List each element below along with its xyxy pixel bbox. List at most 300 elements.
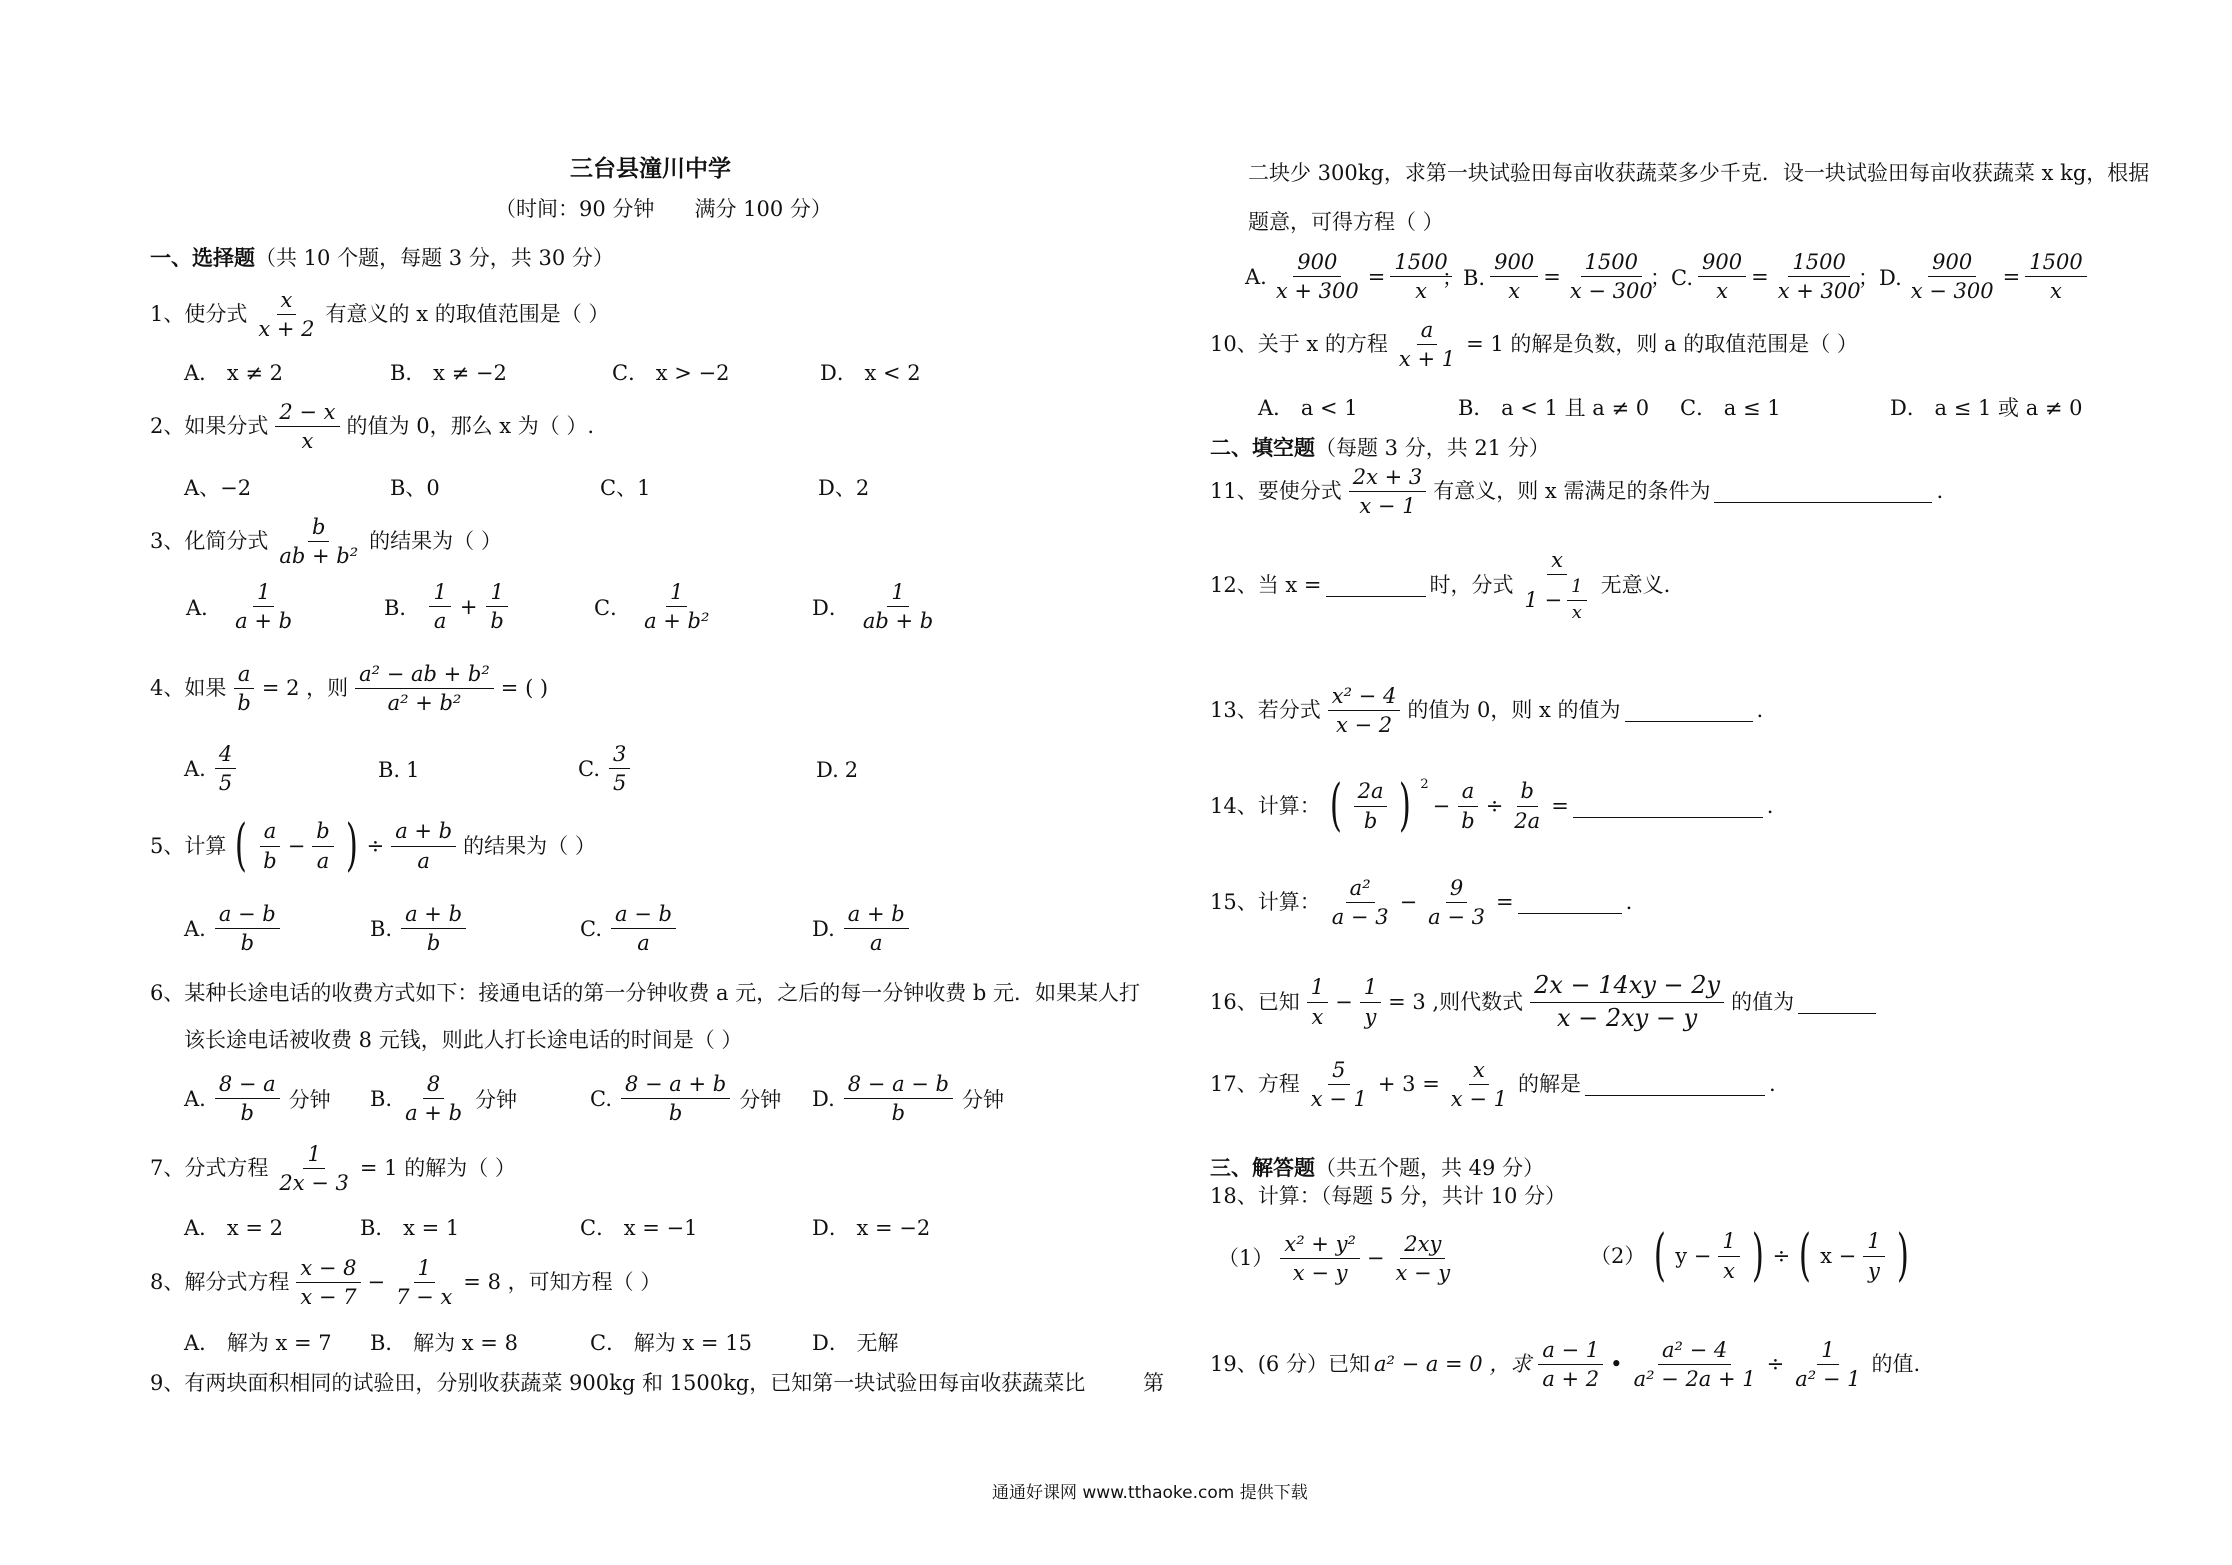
question-9-line-2: 二块少 300kg，求第一块试验田每亩收获蔬菜多少千克．设一块试验田每亩收获蔬菜 x kg，根据 [1248,161,2150,185]
fraction [621,1072,730,1125]
question-1 [150,288,609,341]
unit-label: 分钟 [739,1087,782,1112]
question-text: 的结果为（ ） [463,833,596,858]
numerator: 900 [1928,250,1976,277]
option-c[interactable]: C、1 [600,476,651,500]
fraction [401,902,466,955]
right-paren: ) [1399,773,1412,838]
numerator: 9 [1446,876,1467,903]
option-label: C. [578,756,600,781]
option-b[interactable] [378,758,419,782]
option-d[interactable]: D． x = −2 [812,1216,931,1240]
option-label: A. [184,1086,206,1111]
denominator: a [869,931,883,956]
operator: = [1496,890,1514,915]
question-16 [1210,972,1876,1032]
question-text: 5、计算 [150,833,227,858]
fraction [1328,876,1393,929]
fraction [391,819,456,872]
fraction [215,742,236,795]
question-text: 2、如果分式 [150,414,269,439]
fraction [486,580,507,633]
expr-text: x − [1820,1243,1857,1268]
option-label: B. [378,758,401,782]
option-label: B. [370,1086,393,1111]
fraction [312,819,333,872]
fraction [275,400,339,453]
fraction [1395,318,1459,371]
denominator: a² + b² [387,691,462,716]
numerator: 2x + 3 [1349,465,1427,492]
option-b[interactable]: B． x ≠ −2 [390,361,507,385]
denominator: a − 3 [1428,905,1485,930]
option-c[interactable] [594,580,716,633]
denominator: a [417,848,430,873]
condition: a² − a = 0 ，求 [1373,1352,1532,1377]
question-4 [150,662,548,715]
fraction [1391,1232,1454,1285]
question-text: 12、当 x = [1210,573,1322,598]
denominator: b [1461,808,1475,833]
option-c[interactable] [578,742,633,795]
question-8 [150,1256,661,1309]
footer-source: 通通好课网 www.tthaoke.com 提供下载 [992,1483,1308,1503]
option-label: ；B. [1442,265,1486,290]
question-6-line-1: 6、某种长途电话的收费方式如下：接通电话的第一分钟收费 a 元，之后的每一分钟收费 b 元．如果某人打 [150,981,1141,1005]
fraction [1349,465,1427,518]
operator: = [1551,793,1569,818]
denominator: x + 300 [1275,279,1359,304]
fraction [844,902,909,955]
denominator: x − 1 [1310,1087,1367,1112]
denominator [1521,575,1594,623]
question-2 [150,400,594,453]
option-c[interactable]: C． a ≤ 1 [1680,396,1781,420]
option-d[interactable] [812,1072,1004,1125]
option-c[interactable] [580,902,679,955]
question-text: 时，分式 [1429,573,1514,598]
option-value: 2 [844,758,859,782]
option-label: D. [812,916,835,941]
operator: = [1751,264,1769,289]
numerator: 1500 [1788,250,1849,277]
denominator: 2x − 3 [279,1171,349,1196]
numerator: a − 1 [1538,1338,1603,1365]
numerator: 1 [1307,975,1328,1002]
numerator: a + b [401,902,466,929]
option-d[interactable]: D． a ≤ 1 或 a ≠ 0 [1890,396,2083,420]
numerator: 900 [1490,250,1538,277]
fraction [233,662,254,715]
option-value: 1 [406,758,420,782]
left-paren: ( [1654,1223,1667,1288]
option-d[interactable] [812,902,912,955]
numerator: a [260,819,281,846]
option-label: A. [1245,264,1267,289]
denominator: x + 300 [1777,279,1861,304]
option-d[interactable] [1858,250,2090,303]
option-label: ；C. [1650,265,1693,290]
fraction [275,515,362,568]
numerator: b [312,819,333,846]
denominator: x [1415,279,1427,304]
denominator: a − 3 [1331,905,1389,930]
section-note: （共 10 个题，每题 3 分，共 30 分） [255,246,614,270]
question-17 [1210,1058,1776,1111]
numerator: a − b [215,902,280,929]
answer-blank[interactable] [1625,699,1753,722]
question-text: = 1 的解是负数，则 a 的取值范围是（ ） [1466,332,1858,357]
section-title: 三、解答题 [1210,1155,1315,1180]
denominator: b [237,691,251,716]
answer-blank[interactable] [1518,891,1622,914]
option-b[interactable] [370,902,469,955]
numerator: 1 [429,580,450,607]
option-a[interactable]: A． a < 1 [1258,396,1358,420]
answer-blank[interactable] [1585,1073,1765,1096]
right-paren: ) [1751,1223,1764,1288]
numerator: 1500 [2025,250,2086,277]
option-label: D. [812,1086,835,1111]
denominator: y [1364,1004,1377,1029]
numerator: x [1469,1058,1489,1085]
fraction [215,902,280,955]
option-d[interactable]: D． x < 2 [820,361,921,385]
option-label: ；D. [1858,265,1902,290]
option-a[interactable] [184,1072,331,1125]
answer-blank[interactable] [1573,795,1763,818]
question-text: . [1625,890,1633,915]
question-text: 3、化简分式 [150,529,269,554]
unit-label: 分钟 [288,1087,331,1112]
denominator: ab + b² [279,544,359,569]
numerator: 8 − a − b [844,1072,953,1099]
fraction [231,580,296,633]
denominator: x [1716,279,1728,304]
question-9-line-1-end: 第 [1143,1371,1164,1395]
question-14 [1210,773,1774,838]
operator: − [367,1270,386,1295]
operator: ÷ [1772,1243,1791,1268]
numerator: 1 [1360,975,1381,1002]
right-paren: ) [345,813,358,878]
section-fill-heading [1210,432,1550,462]
option-b[interactable]: B、0 [390,476,440,500]
denominator: b [240,931,255,956]
numerator: a² − 4 [1658,1338,1731,1365]
fraction [844,1072,953,1125]
denominator: 5 [613,771,627,796]
fraction [1457,779,1478,832]
denominator: x [301,429,314,454]
denominator: x − 300 [1910,279,1994,304]
denominator: x + 1 [1398,347,1456,372]
option-d[interactable]: D、2 [818,476,870,500]
denominator: y [1867,1258,1880,1283]
question-text: 17、方程 [1210,1072,1300,1097]
fraction [1907,250,1998,303]
option-d[interactable] [816,758,858,782]
denominator: x [1723,1258,1735,1283]
denominator: b [426,931,441,956]
denominator: x [2050,279,2062,304]
fraction [611,902,676,955]
question-text: 4、如果 [150,676,227,701]
part-label: （1） [1218,1246,1274,1271]
fraction [1354,779,1388,832]
numerator: 2xy [1400,1232,1445,1259]
fraction [1328,684,1401,737]
option-label: C. [580,916,602,941]
numerator: 1 [303,1142,324,1169]
denominator: b [1363,808,1378,833]
fraction [1307,1058,1371,1111]
denominator: a + b [235,609,293,634]
option-b[interactable]: B． a < 1 且 a ≠ 0 [1458,396,1650,420]
unit-label: 分钟 [961,1087,1004,1112]
numerator: b [1517,779,1538,806]
fraction [1774,250,1865,303]
fraction [254,288,318,341]
numerator: 900 [1293,250,1341,277]
fraction [640,580,713,633]
fraction [2025,250,2086,303]
question-text: = 2 ，则 [261,676,349,701]
fraction [1538,1338,1603,1391]
denominator: x + 2 [258,317,315,342]
fraction [429,580,450,633]
fraction [401,1072,466,1125]
section-title: 二、填空题 [1210,435,1315,460]
denominator: a + b [405,1101,463,1126]
fraction [1510,779,1544,832]
question-text: 的值为 0，则 x 的值为 [1407,698,1621,723]
fraction [1424,876,1489,929]
numerator: a + b [391,819,456,846]
numerator: 2a [1354,779,1388,806]
question-text: 有意义，则 x 需满足的条件为 [1433,479,1711,504]
question-13 [1210,684,1763,737]
numerator: a² − ab + b² [355,662,494,689]
operator: ÷ [1485,793,1504,818]
numerator: 2 − x [275,400,339,427]
numerator: a − b [611,902,676,929]
option-label: A. [184,916,206,941]
option-label: A. [184,756,206,781]
question-text: . [1768,1072,1776,1097]
denominator: x − 1 [1450,1087,1507,1112]
fraction [1567,577,1586,623]
fraction [1566,250,1657,303]
denominator: b [490,609,504,634]
option-label: D． [812,595,850,620]
question-text: = 3 ,则代数式 [1388,989,1524,1014]
option-b[interactable] [384,580,511,633]
answer-blank[interactable] [1326,574,1426,597]
denominator: a² − 1 [1795,1367,1861,1392]
question-text: 15、计算： [1210,890,1321,915]
denominator: x [1571,601,1582,623]
option-c[interactable]: C． 解为 x = 15 [590,1331,752,1355]
numerator: 1 [1567,577,1586,601]
option-c[interactable] [1650,250,1868,303]
denominator: b [240,1101,254,1126]
option-label: A． [186,595,223,620]
question-text: . [1936,479,1944,504]
fraction [1698,250,1746,303]
fraction [215,1072,280,1125]
fraction [1272,250,1363,303]
option-label: D. [816,758,839,782]
denominator: b [668,1101,683,1126]
denominator: 5 [218,771,233,796]
numerator: 1 [253,580,274,607]
question-text: 11、要使分式 [1210,479,1342,504]
option-b[interactable]: B． x = 1 [360,1216,460,1240]
option-d[interactable] [812,580,940,633]
numerator: 1500 [1581,250,1642,277]
question-text: 14、计算： [1210,793,1321,818]
question-11 [1210,465,1943,518]
option-c[interactable] [590,1072,781,1125]
option-c[interactable]: C． x = −1 [580,1216,698,1240]
denominator: a + b² [644,609,710,634]
left-paren: ( [1329,773,1342,838]
question-text: 的解是 [1517,1072,1581,1097]
question-text: 无意义. [1600,573,1671,598]
question-19 [1210,1338,1920,1391]
option-b[interactable] [370,1072,517,1125]
numerator: 1 [486,580,507,607]
fraction [1791,1338,1864,1391]
fraction [392,1256,456,1309]
fraction [1360,975,1381,1028]
question-text: 8、解分式方程 [150,1270,290,1295]
option-b[interactable]: B． 解为 x = 8 [370,1331,518,1355]
numerator: 3 [609,742,630,769]
numerator: 1 [1817,1338,1838,1365]
answer-blank[interactable] [1798,991,1876,1014]
denominator: b [891,1101,906,1126]
numerator: a [1417,318,1438,345]
section-choice-heading [150,242,614,272]
option-a[interactable] [186,580,299,633]
denominator: a [433,609,447,634]
fraction [259,819,280,872]
question-text: 7、分式方程 [150,1156,269,1181]
question-text: 有意义的 x 的取值范围是（ ） [325,302,610,327]
operator: • [1610,1352,1623,1377]
page-subtitle: （时间：90 分钟 满分 100 分） [495,197,832,221]
numerator: 1 [414,1256,435,1283]
exponent: 2 [1420,777,1429,792]
section-title: 一、选择题 [150,245,255,270]
question-text: 19、(6 分）已知 [1210,1352,1370,1377]
option-label: C． [594,595,632,620]
denominator: 2a [1514,808,1541,833]
right-paren: ) [1896,1223,1909,1288]
operator: − [1366,1246,1385,1271]
fraction [1530,972,1724,1032]
numerator: 8 [423,1072,444,1099]
numerator: 2x − 14xy − 2y [1530,972,1724,1003]
option-a[interactable]: A． 解为 x = 7 [184,1331,332,1355]
fraction [609,742,630,795]
option-label: B. [370,916,393,941]
question-12 [1210,548,1670,624]
question-text: 的值为 0，那么 x 为（ ）. [346,414,595,439]
denominator: x − 300 [1569,279,1653,304]
denominator: x − y [1395,1261,1451,1286]
numerator: 1 [1863,1229,1884,1256]
section-note: （每题 3 分，共 21 分） [1315,436,1550,460]
fraction [1630,1338,1760,1391]
section-solve-heading [1210,1152,1544,1182]
option-label: B． [384,595,421,620]
option-a[interactable]: A． x ≠ 2 [184,361,283,385]
operator: − [1432,793,1451,818]
numerator: x [277,288,297,315]
numerator: x² − 4 [1328,684,1401,711]
option-a[interactable]: A． x = 2 [184,1216,283,1240]
numerator: 8 − a [215,1072,280,1099]
option-d[interactable]: D． 无解 [812,1331,899,1355]
question-5 [150,813,596,878]
page-title: 三台县潼川中学 [570,155,731,182]
fraction [275,1142,353,1195]
numerator: b [308,515,329,542]
fraction [1280,1232,1360,1285]
question-3 [150,515,502,568]
denominator: a + 2 [1542,1367,1600,1392]
numerator: a + b [844,902,909,929]
numerator: 1500 [1390,250,1451,277]
question-text: + 3 = [1377,1072,1440,1097]
numerator: 900 [1698,250,1746,277]
denominator: x [1311,1004,1324,1029]
expr-text: y − [1675,1243,1712,1268]
option-a[interactable] [1245,250,1455,303]
operator: + [459,594,478,619]
option-b[interactable] [1442,250,1660,303]
question-9-line-3: 题意，可得方程（ ） [1248,210,1444,234]
operator: − [287,833,306,858]
option-c[interactable]: C． x > −2 [612,361,730,385]
fraction [1490,250,1538,303]
fraction [859,580,937,633]
question-6-line-2: 该长途电话被收费 8 元钱，则此人打长途电话的时间是（ ） [184,1028,743,1052]
numerator: 1 [1718,1229,1739,1256]
denominator: x − y [1292,1261,1348,1286]
left-paren: ( [235,813,248,878]
question-text: . [1766,793,1774,818]
fraction [355,662,494,715]
denominator: x − 7 [300,1285,357,1310]
question-text: 的结果为（ ） [369,529,502,554]
numerator: 1 [666,580,687,607]
question-text: 的值. [1871,1352,1921,1377]
question-text: 13、若分式 [1210,698,1321,723]
numerator: x² + y² [1280,1232,1360,1259]
denominator-prefix: 1 − [1524,588,1563,613]
option-a[interactable] [184,902,283,955]
denominator: a [637,931,650,956]
denominator: x − 2 [1335,713,1393,738]
option-a[interactable]: A、−2 [184,476,252,500]
fraction [1447,1058,1511,1111]
answer-blank[interactable] [1714,480,1932,503]
option-a[interactable] [184,742,239,795]
